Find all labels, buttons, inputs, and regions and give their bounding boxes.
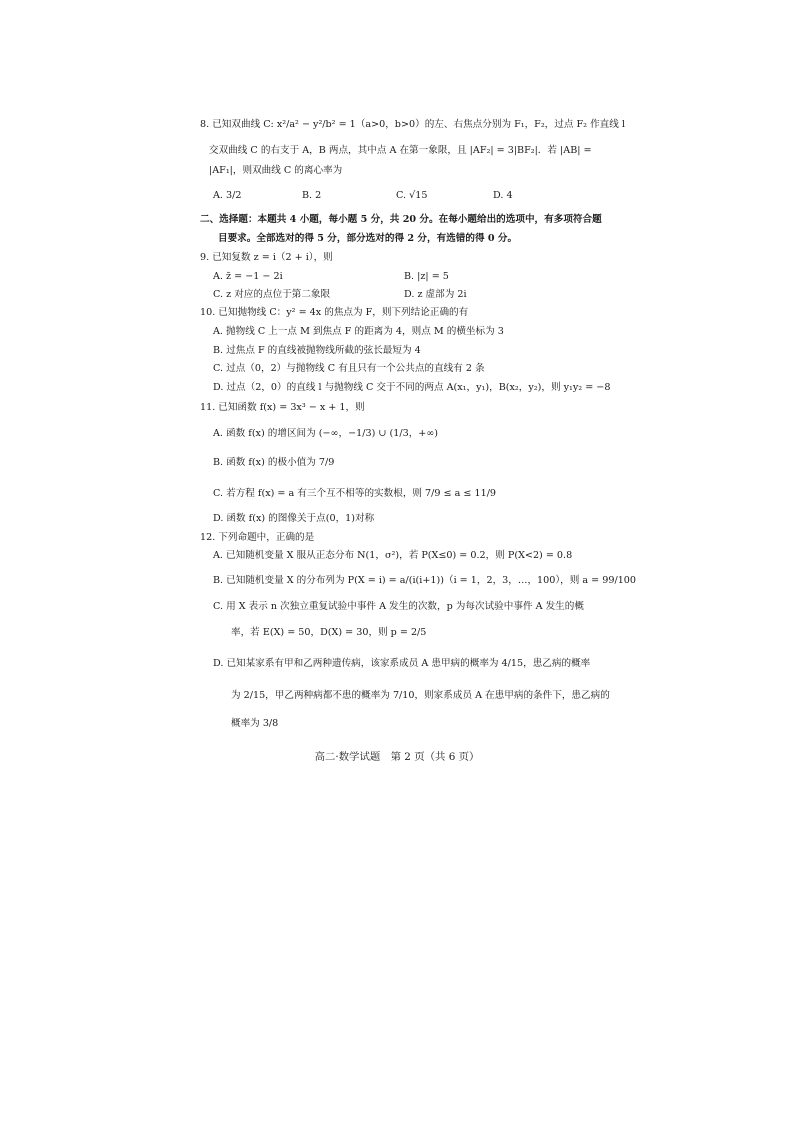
q10-option-a: A. 抛物线 C 上一点 M 到焦点 F 的距离为 4，则点 M 的横坐标为 3 <box>213 326 504 337</box>
q12-option-b: B. 已知随机变量 X 的分布列为 P(X = i) = a/(i(i+1))（i = 1，2，3，…，100），则 a = 99/100 <box>213 575 637 586</box>
q10-option-c: C. 过点（0，2）与抛物线 C 有且只有一个公共点的直线有 2 条 <box>213 363 485 374</box>
q12-option-c-line-1: C. 用 X 表示 n 次独立重复试验中事件 A 发生的次数，p 为每次试验中事件 A 发生的概 <box>213 601 584 612</box>
section-2-title-line-2: 目要求。全部选对的得 5 分，部分选对的得 2 分，有选错的得 0 分。 <box>218 233 518 244</box>
q10-option-d: D. 过点（2，0）的直线 l 与抛物线 C 交于不同的两点 A(x₁，y₁)，B(x₂，y₂)，则 y₁y₂ = −8 <box>213 382 611 393</box>
q12-option-c-line-2: 率，若 E(X) = 50，D(X) = 30，则 p = 2/5 <box>231 627 427 638</box>
q11-option-d: D. 函数 f(x) 的图像关于点(0，1)对称 <box>213 513 375 524</box>
q9-option-b: B. |z| = 5 <box>404 271 449 282</box>
page-footer: 高二·数学试题 第 2 页（共 6 页） <box>314 751 480 763</box>
q9-option-d: D. z 虚部为 2i <box>404 289 467 300</box>
q11-option-b: B. 函数 f(x) 的极小值为 7/9 <box>213 457 335 468</box>
q12-option-d-line-1: D. 已知某家系有甲和乙两种遗传病，该家系成员 A 患甲病的概率为 4/15，患乙病的概率 <box>213 658 591 669</box>
q11-option-c: C. 若方程 f(x) = a 有三个互不相等的实数根，则 7/9 ≤ a ≤ 11/9 <box>213 488 497 499</box>
q9-option-c: C. z 对应的点位于第二象限 <box>213 289 331 300</box>
q11-option-a: A. 函数 f(x) 的增区间为 (−∞，−1/3) ∪ (1/3，+∞) <box>213 428 439 439</box>
q10-stem: 10. 已知抛物线 C：y² = 4x 的焦点为 F，则下列结论正确的有 <box>200 307 469 318</box>
q8-option-b: B. 2 <box>302 190 322 201</box>
q12-option-a: A. 已知随机变量 X 服从正态分布 N(1，σ²)，若 P(X≤0) = 0.2，则 P(X<2) = 0.8 <box>213 550 573 561</box>
q12-option-d-line-2: 为 2/15，甲乙两种病都不患的概率为 7/10，则家系成员 A 在患甲病的条件下，患乙病的 <box>231 690 610 701</box>
q8-option-c: C. √15 <box>396 190 428 201</box>
q8-line-3: |AF₁|，则双曲线 C 的离心率为 <box>209 165 343 176</box>
q11-stem: 11. 已知函数 f(x) = 3x³ − x + 1，则 <box>200 402 365 413</box>
q10-option-b: B. 过焦点 F 的直线被抛物线所截的弦长最短为 4 <box>213 345 421 356</box>
section-2-title-line-1: 二、选择题：本题共 4 小题，每小题 5 分，共 20 分。在每小题给出的选项中，有多项符合题 <box>200 214 602 225</box>
q12-option-d-line-3: 概率为 3/8 <box>231 718 279 729</box>
q9-option-a: A. z̄ = −1 − 2i <box>213 271 283 282</box>
q12-stem: 12. 下列命题中，正确的是 <box>200 532 315 543</box>
q9-stem: 9. 已知复数 z = i（2 + i），则 <box>200 252 333 263</box>
q8-line-1: 8. 已知双曲线 C: x²/a² − y²/b² = 1（a>0，b>0）的左、右焦点分别为 F₁，F₂，过点 F₂ 作直线 l <box>200 119 625 130</box>
q8-option-d: D. 4 <box>493 190 513 201</box>
q8-line-2: 交双曲线 C 的右支于 A，B 两点，其中点 A 在第一象限，且 |AF₂| = 3|BF₂|．若 |AB| = <box>209 145 592 156</box>
q8-option-a: A. 3/2 <box>213 190 242 201</box>
